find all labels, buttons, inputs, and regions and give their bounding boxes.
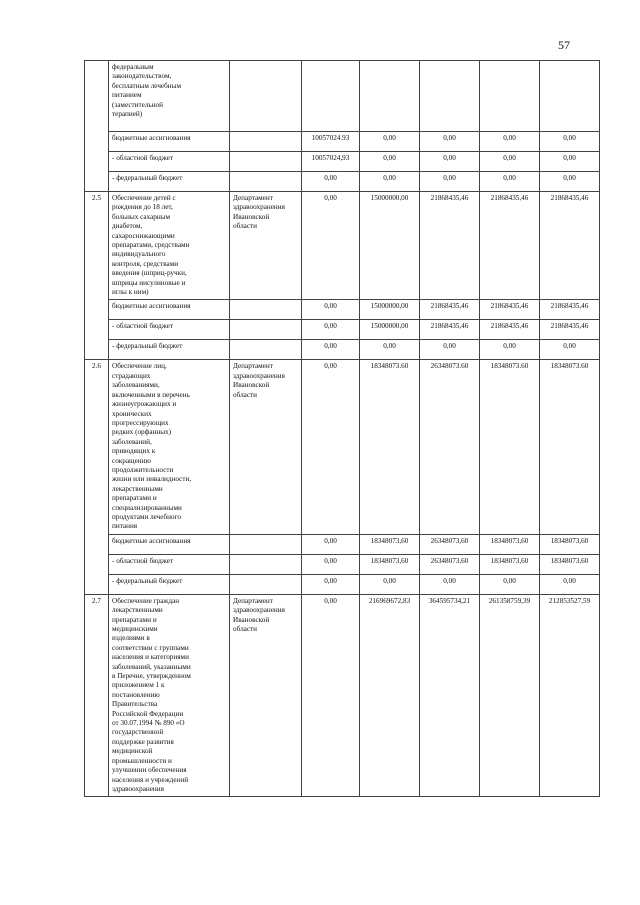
budget-row <box>85 340 600 360</box>
value-cell: 21868435,46 <box>540 192 600 300</box>
budget-row <box>85 320 600 340</box>
description-line: специализированными <box>112 503 182 512</box>
budget-label: - федеральный бюджет <box>109 340 230 360</box>
description-line: жизни или инвалидности, <box>112 475 192 484</box>
value-cell: 0,00 <box>540 132 600 152</box>
value-cell: 21868435,46 <box>540 320 600 340</box>
value-cell: 18348073.60 <box>540 360 600 534</box>
description-line: заболеваниями, <box>112 381 160 390</box>
description-line: здравоохранения <box>112 784 164 793</box>
value-cell: 0,00 <box>540 340 600 360</box>
value-cell: 261358759,39 <box>480 594 540 797</box>
value-cell: 10057024.93 <box>302 132 360 152</box>
responsible-line: здравоохранения <box>233 606 285 615</box>
description-line: продуктами лечебного <box>112 512 181 521</box>
description-line: введения (шприц-ручки, <box>112 269 187 278</box>
description-line: населения и категориями <box>112 653 189 662</box>
value-cell: 26348073.60 <box>420 360 480 534</box>
responsible-line: Департамент <box>233 362 273 371</box>
value-cell: 0,00 <box>302 534 360 554</box>
description-line: соответствии с группами <box>112 643 189 652</box>
item-row <box>85 192 600 300</box>
description-line: продолжительности <box>112 465 174 474</box>
value-cell-empty <box>302 61 360 132</box>
value-cell: 18348073,60 <box>360 554 420 574</box>
value-cell: 0,00 <box>302 320 360 340</box>
responsible-line: здравоохранения <box>233 371 285 380</box>
value-cell: 18348073,60 <box>540 554 600 574</box>
value-cell: 0,00 <box>302 300 360 320</box>
responsible-line: здравоохранения <box>233 203 285 212</box>
description-line: Правительства <box>112 700 158 709</box>
responsible-line: Ивановской <box>233 212 270 221</box>
item-number: 2.5 <box>85 192 109 360</box>
value-cell: 0,00 <box>302 192 360 300</box>
budget-row <box>85 172 600 192</box>
value-cell: 0,00 <box>540 152 600 172</box>
value-cell: 26348073,60 <box>420 534 480 554</box>
description-line: индивидуального <box>112 250 166 259</box>
value-cell: 212853527,59 <box>540 594 600 797</box>
budget-row <box>85 574 600 594</box>
appropriations-table <box>84 60 600 797</box>
description-line: Обеспечение детей с <box>112 194 176 202</box>
description-line: сокращению <box>112 456 151 465</box>
value-cell: 0,00 <box>302 594 360 797</box>
description-line: (заместительной <box>112 100 164 109</box>
budget-label: - федеральный бюджет <box>109 574 230 594</box>
description-line: питанием <box>112 91 142 100</box>
value-cell: 0,00 <box>540 172 600 192</box>
budget-row <box>85 554 600 574</box>
value-cell: 10057024,93 <box>302 152 360 172</box>
value-cell: 18348073.60 <box>480 360 540 534</box>
item-row <box>85 594 600 797</box>
value-cell: 0,00 <box>480 152 540 172</box>
budget-row <box>85 534 600 554</box>
description-line: изделиями в <box>112 634 150 643</box>
value-cell: 0,00 <box>480 132 540 152</box>
budget-row <box>85 300 600 320</box>
budget-row <box>85 152 600 172</box>
value-cell: 0,00 <box>480 172 540 192</box>
item-number: 2.7 <box>85 594 109 797</box>
responsible-cell-empty <box>230 300 302 320</box>
page-number: 57 <box>558 38 570 52</box>
budget-label: бюджетные ассигнования <box>109 132 230 152</box>
value-cell: 26348073,60 <box>420 554 480 574</box>
description-line: редких (орфанных) <box>112 428 172 437</box>
value-cell: 18348073,60 <box>540 534 600 554</box>
value-cell-empty <box>540 61 600 132</box>
description-line: от 30.07.1994 № 890 «О <box>112 719 185 728</box>
value-cell: 0,00 <box>302 340 360 360</box>
budget-label: - федеральный бюджет <box>109 172 230 192</box>
description-line: медицинской <box>112 747 153 756</box>
description-line: питания <box>112 522 138 531</box>
value-cell: 21868435,46 <box>420 192 480 300</box>
value-cell: 15000000,00 <box>360 192 420 300</box>
description-line: заболеваний, указанными <box>112 662 191 671</box>
responsible-cell-empty <box>230 152 302 172</box>
value-cell: 18348073,60 <box>480 554 540 574</box>
description-line: улучшении обеспечения <box>112 766 187 775</box>
responsible-cell-empty <box>230 172 302 192</box>
value-cell: 21868435,46 <box>420 320 480 340</box>
number-cell-empty <box>85 61 109 192</box>
item-number: 2.6 <box>85 360 109 594</box>
description-line: хронических <box>112 409 152 418</box>
description-line: шприцы инсулиновые и <box>112 278 186 287</box>
description-line: законодательством, <box>112 72 172 81</box>
description-line: лекарственными <box>112 484 163 493</box>
description-line: бесплатным лечебным <box>112 81 182 90</box>
responsible-line: области <box>233 625 258 633</box>
value-cell: 18348073.60 <box>360 360 420 534</box>
item-description <box>109 594 230 797</box>
value-cell: 18348073,60 <box>360 534 420 554</box>
value-cell: 15000000,00 <box>360 300 420 320</box>
value-cell: 0,00 <box>360 172 420 192</box>
description-line: терапией) <box>112 110 143 119</box>
description-line: Российской Федерации <box>112 709 184 718</box>
description-line: федеральным <box>112 63 154 71</box>
description-line: Обеспечение граждан <box>112 596 180 605</box>
value-cell-empty <box>480 61 540 132</box>
description-line: препаратами, средствами <box>112 241 190 250</box>
description-line: постановлению <box>112 690 160 699</box>
value-cell: 0,00 <box>360 152 420 172</box>
description-line: поддержке развития <box>112 737 174 746</box>
value-cell-empty <box>360 61 420 132</box>
value-cell: 0,00 <box>420 574 480 594</box>
responsible-cell-empty <box>230 574 302 594</box>
description-line: заболеваний, <box>112 437 152 446</box>
budget-label: бюджетные ассигнования <box>109 534 230 554</box>
value-cell: 18348073,60 <box>480 534 540 554</box>
value-cell: 0,00 <box>420 132 480 152</box>
responsible-line: области <box>233 222 258 231</box>
value-cell: 0,00 <box>540 574 600 594</box>
description-line: препаратами и <box>112 615 157 624</box>
description-line: в Перечне, утвержденном <box>112 672 191 681</box>
description-line: включенными в перечень <box>112 390 190 399</box>
responsible-cell-empty <box>230 132 302 152</box>
description-line: прогрессирующих <box>112 418 169 427</box>
value-cell: 0,00 <box>360 132 420 152</box>
value-cell: 0,00 <box>302 574 360 594</box>
value-cell: 15000000,00 <box>360 320 420 340</box>
item-responsible <box>230 360 302 534</box>
item-description <box>109 192 230 300</box>
value-cell: 0,00 <box>480 574 540 594</box>
value-cell: 0,00 <box>480 340 540 360</box>
item-responsible <box>230 594 302 797</box>
budget-label: - областной бюджет <box>109 554 230 574</box>
value-cell: 21868435,46 <box>480 320 540 340</box>
description-line: страдающих <box>112 371 151 380</box>
value-cell: 0,00 <box>420 172 480 192</box>
value-cell: 0,00 <box>420 152 480 172</box>
item-description <box>109 360 230 534</box>
item-description <box>109 61 230 132</box>
description-line: приложением 1 к <box>112 681 165 690</box>
value-cell: 364595734,21 <box>420 594 480 797</box>
budget-label: - областной бюджет <box>109 152 230 172</box>
description-line: государственной <box>112 728 164 737</box>
description-line: приводящих к <box>112 447 156 456</box>
value-cell: 0,00 <box>360 340 420 360</box>
responsible-line: Ивановской <box>233 381 270 390</box>
description-line: промышленности и <box>112 756 172 765</box>
description-line: больных сахарным <box>112 212 171 221</box>
description-line: контроля, средствами <box>112 259 179 268</box>
value-cell: 21868435,46 <box>420 300 480 320</box>
value-cell: 21868435,46 <box>540 300 600 320</box>
description-line: лекарственными <box>112 606 163 615</box>
continuation-row <box>85 61 600 132</box>
description-line: рождения до 18 лет, <box>112 203 173 212</box>
description-line: жизнеугрожающих и <box>112 400 177 409</box>
description-line: диабетом, <box>112 222 143 231</box>
value-cell: 0,00 <box>360 574 420 594</box>
responsible-line: области <box>233 390 258 399</box>
budget-label: - областной бюджет <box>109 320 230 340</box>
responsible-line: Департамент <box>233 596 273 605</box>
description-line: препаратами и <box>112 494 157 503</box>
description-line: иглы к ним) <box>112 288 149 297</box>
responsible-cell-empty <box>230 61 302 132</box>
description-line: сахароснижающими <box>112 231 175 240</box>
value-cell: 0,00 <box>302 172 360 192</box>
responsible-line: Ивановской <box>233 615 270 624</box>
value-cell: 216969672,83 <box>360 594 420 797</box>
value-cell: 0,00 <box>302 360 360 534</box>
value-cell: 21868435,46 <box>480 192 540 300</box>
description-line: населения и учреждений <box>112 775 189 784</box>
responsible-cell-empty <box>230 534 302 554</box>
budget-label: бюджетные ассигнования <box>109 300 230 320</box>
responsible-cell-empty <box>230 554 302 574</box>
item-responsible <box>230 192 302 300</box>
value-cell: 0,00 <box>420 340 480 360</box>
budget-row <box>85 132 600 152</box>
description-line: медицинскими <box>112 625 158 633</box>
value-cell-empty <box>420 61 480 132</box>
responsible-line: Департамент <box>233 194 273 202</box>
description-line: Обеспечение лиц, <box>112 362 167 371</box>
responsible-cell-empty <box>230 320 302 340</box>
value-cell: 21868435,46 <box>480 300 540 320</box>
item-row <box>85 360 600 534</box>
responsible-cell-empty <box>230 340 302 360</box>
value-cell: 0,00 <box>302 554 360 574</box>
